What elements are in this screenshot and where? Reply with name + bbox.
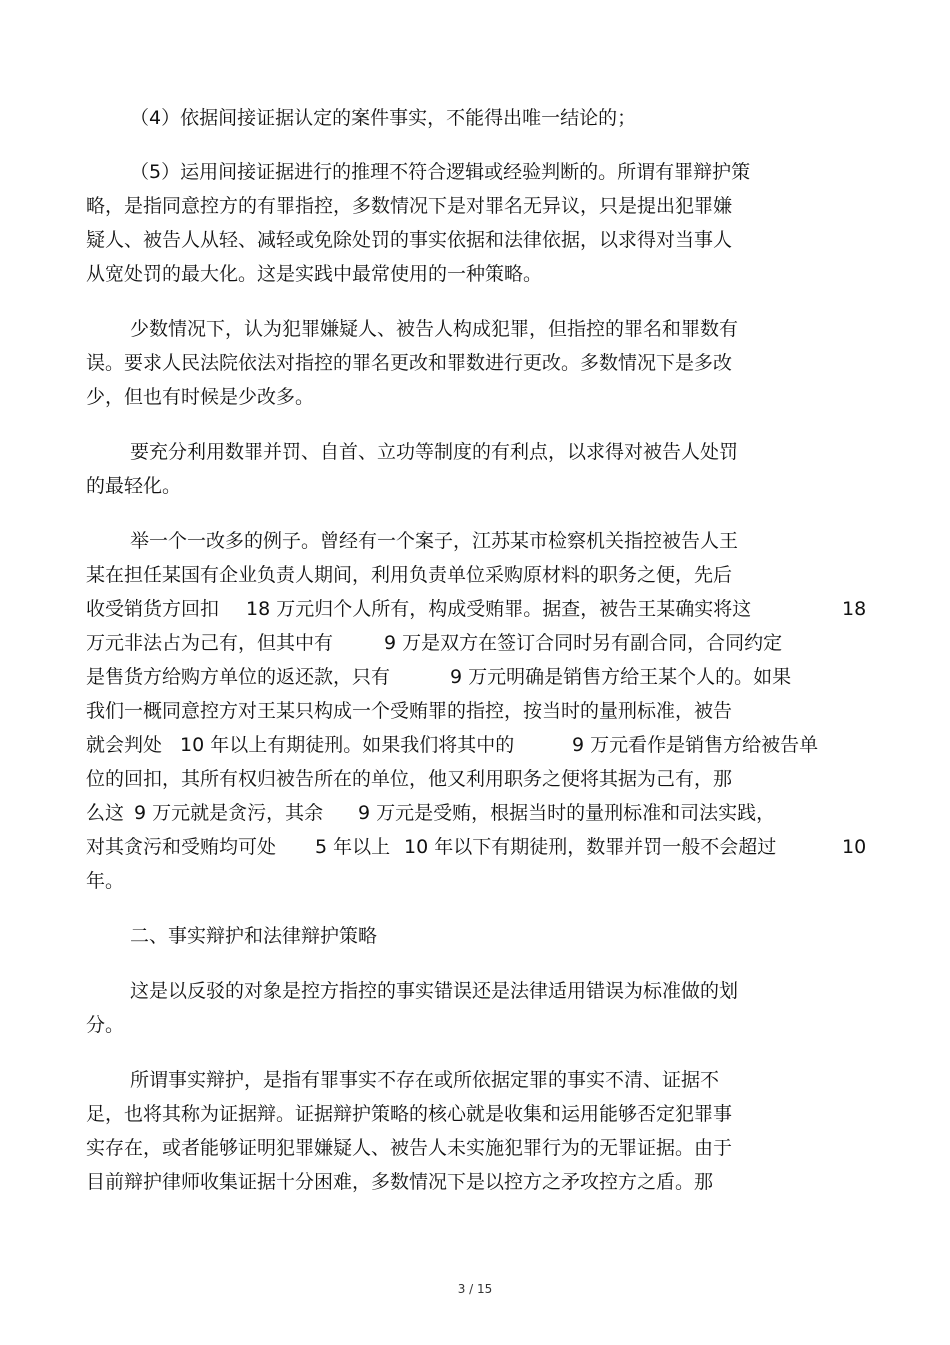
text-line: [0, 382, 950, 412]
text-line: [0, 921, 950, 951]
text-segment: 从宽处罚的最大化。这是实践中最常使用的一种策略。: [86, 263, 543, 285]
text-segment: 略，是指同意控方的有罪指控，多数情况下是对罪名无异议，只是提出犯罪嫌: [86, 195, 733, 217]
text-line: [0, 471, 950, 501]
text-segment: 少数情况下，认为犯罪嫌疑人、被告人构成犯罪，但指控的罪名和罪数有: [130, 318, 739, 340]
text-segment: （4）依据间接证据认定的案件事实，不能得出唯一结论的；: [130, 107, 637, 129]
text-line: [0, 1099, 950, 1129]
text-segment: 9 万元是受贿，根据当时的量刑标准和司法实践，: [358, 802, 776, 824]
text-segment: 位的回扣，其所有权归被告所在的单位，他又利用职务之便将其据为己有，那: [86, 768, 733, 790]
text-segment: 所谓事实辩护，是指有罪事实不存在或所依据定罪的事实不清、证据不: [130, 1069, 720, 1091]
text-line: [0, 628, 950, 658]
text-segment: 实存在，或者能够证明犯罪嫌疑人、被告人未实施犯罪行为的无罪证据。由于: [86, 1137, 733, 1159]
text-segment: 足，也将其称为证据辩。证据辩护策略的核心就是收集和运用能够否定犯罪事: [86, 1103, 733, 1125]
text-segment: 要充分利用数罪并罚、自首、立功等制度的有利点，以求得对被告人处罚: [130, 441, 739, 463]
text-line: [0, 437, 950, 467]
text-line: [0, 560, 950, 590]
text-segment: 的最轻化。: [86, 475, 182, 497]
text-line: [0, 314, 950, 344]
text-segment: 是售货方给购方单位的返还款，只有: [86, 666, 391, 688]
text-line: [0, 191, 950, 221]
text-segment: 10: [842, 836, 867, 858]
text-segment: 18: [842, 598, 867, 620]
text-line: [0, 730, 950, 760]
text-segment: 举一个一改多的例子。曾经有一个案子，江苏某市检察机关指控被告人王: [130, 530, 739, 552]
text-line: [0, 696, 950, 726]
text-segment: 18 万元归个人所有，构成受贿罪。据查，被告王某确实将这: [246, 598, 752, 620]
text-line: [0, 1167, 950, 1197]
text-segment: 9 万元就是贪污，其余: [134, 802, 324, 824]
text-segment: （5）运用间接证据进行的推理不符合逻辑或经验判断的。所谓有罪辩护策: [130, 161, 751, 183]
text-segment: 就会判处: [86, 734, 163, 756]
text-segment: 5 年以上: [315, 836, 391, 858]
text-line: [0, 764, 950, 794]
text-segment: 分。: [86, 1014, 125, 1036]
text-line: [0, 259, 950, 289]
text-segment: 收受销货方回扣: [86, 598, 220, 620]
text-segment: 对其贪污和受贿均可处: [86, 836, 277, 858]
text-segment: 少，但也有时候是少改多。: [86, 386, 315, 408]
text-segment: 二、事实辩护和法律辩护策略: [130, 925, 378, 947]
text-segment: 9 万元明确是销售方给王某个人的。如果: [450, 666, 792, 688]
text-line: [0, 348, 950, 378]
text-line: [0, 1133, 950, 1163]
text-line: [0, 103, 950, 133]
text-segment: 误。要求人民法院依法对指控的罪名更改和罪数进行更改。多数情况下是多改: [86, 352, 733, 374]
text-line: [0, 1065, 950, 1095]
text-segment: 万元非法占为己有，但其中有: [86, 632, 334, 654]
text-segment: 年。: [86, 870, 125, 892]
text-line: [0, 157, 950, 187]
text-line: [0, 976, 950, 1006]
text-line: [0, 832, 950, 862]
text-segment: 某在担任某国有企业负责人期间，利用负责单位采购原材料的职务之便，先后: [86, 564, 733, 586]
text-segment: 我们一概同意控方对王某只构成一个受贿罪的指控，按当时的量刑标准，被告: [86, 700, 733, 722]
text-segment: 么这: [86, 802, 125, 824]
text-line: [0, 225, 950, 255]
text-line: [0, 798, 950, 828]
text-segment: 10 年以上有期徒刑。如果我们将其中的: [180, 734, 515, 756]
text-segment: 目前辩护律师收集证据十分困难，多数情况下是以控方之矛攻控方之盾。那: [86, 1171, 714, 1193]
text-line: [0, 526, 950, 556]
page-number: 3 / 15: [457, 1282, 493, 1296]
text-line: [0, 866, 950, 896]
text-segment: 10 年以下有期徒刑，数罪并罚一般不会超过: [404, 836, 777, 858]
text-segment: 9 万元看作是销售方给被告单: [572, 734, 819, 756]
text-segment: 9 万是双方在签订合同时另有副合同，合同约定: [384, 632, 783, 654]
text-line: [0, 594, 950, 624]
text-segment: 疑人、被告人从轻、减轻或免除处罚的事实依据和法律依据，以求得对当事人: [86, 229, 733, 251]
text-segment: 这是以反驳的对象是控方指控的事实错误还是法律适用错误为标准做的划: [130, 980, 739, 1002]
text-line: [0, 1010, 950, 1040]
text-line: [0, 662, 950, 692]
